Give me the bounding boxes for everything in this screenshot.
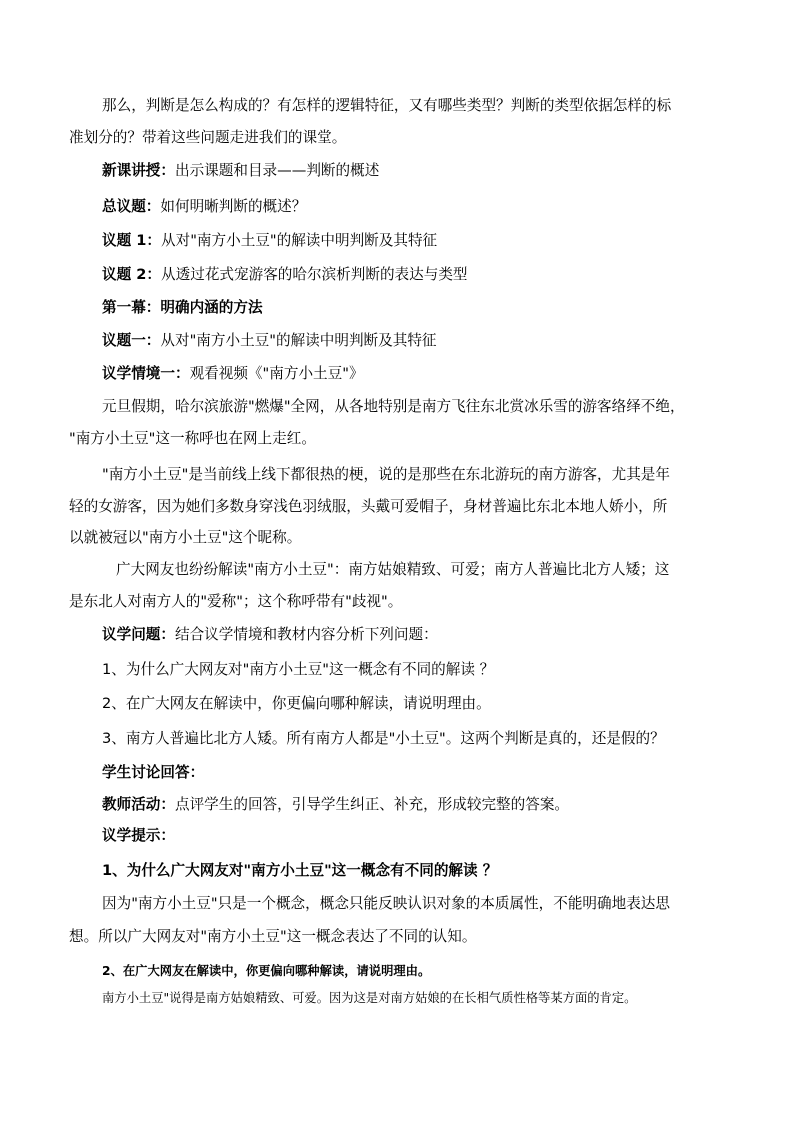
new-lesson-line (102, 161, 379, 181)
situation-line (102, 364, 364, 384)
story-2-line-1: "南方小土豆"是当前线上线下都很热的梗，说的是那些在东北游玩的南方游客，尤其是年 (102, 466, 670, 483)
situation-label: 议学情境一： (102, 365, 190, 382)
story-1-line-2: "南方小土豆"这一称呼也在网上走红。 (69, 430, 316, 447)
teacher-activity-line (102, 795, 569, 815)
answer-2-title: 2、在广大网友在解读中，你更偏向哪种解读，请说明理由。 (102, 964, 431, 978)
story-1-line-1: 元旦假期，哈尔滨旅游"燃爆"全网，从各地特别是南方飞往东北赏冰乐雪的游客络绎不绝， (102, 398, 685, 415)
topic-one-label: 议题一： (102, 332, 161, 349)
act-one-heading: 第一幕：明确内涵的方法 (102, 299, 263, 316)
topic-one-line (102, 331, 437, 351)
main-topic-line (102, 197, 306, 217)
story-3-line-2: 是东北人对南方人的"爱称"；这个称呼带有"歧视"。 (69, 593, 403, 610)
question-1: 1、为什么广大网友对"南方小土豆"这一概念有不同的解读 ？ (102, 661, 495, 678)
question-label: 议学问题： (102, 626, 175, 643)
teacher-activity-text: 点评学生的回答，引导学生纠正、补充，形成较完整的答案。 (174, 796, 570, 813)
topic-2-label: 议题 2： (102, 266, 162, 283)
situation-text: 观看视频《"南方小土豆"》 (189, 365, 364, 382)
intro-paragraph-line-2: 准划分的？带着这些问题走进我们的课堂。 (69, 129, 347, 146)
new-lesson-label: 新课讲授： (102, 162, 175, 179)
story-2-line-2: 轻的女游客，因为她们多数身穿浅色羽绒服，头戴可爱帽子，身材普遍比东北本地人娇小，所 (69, 498, 668, 515)
story-2-line-3: 以就被冠以"南方小土豆"这个昵称。 (69, 529, 302, 546)
topic-2-line (102, 265, 468, 285)
topic-1-line (102, 231, 437, 251)
main-topic-text: 如何明晰判断的概述？ (160, 198, 307, 215)
question-text: 结合议学情境和教材内容分析下列问题： (174, 626, 438, 643)
teacher-activity-label: 教师活动： (102, 796, 175, 813)
new-lesson-text: 出示课题和目录——判断的概述 (174, 162, 380, 179)
student-discussion-label: 学生讨论回答： (102, 764, 205, 781)
answer-1-line-1: 因为"南方小土豆"只是一个概念，概念只能反映认识对象的本质属性，不能明确地表达思 (102, 895, 670, 912)
hint-label: 议学提示： (102, 827, 175, 844)
topic-1-text: 从对"南方小土豆"的解读中明判断及其特征 (161, 232, 438, 249)
answer-1-title: 1、为什么广大网友对"南方小土豆"这一概念有不同的解读 ？ (102, 862, 498, 879)
question-line (102, 625, 438, 645)
main-topic-label: 总议题： (102, 198, 161, 215)
topic-1-label: 议题 1： (102, 232, 162, 249)
question-2: 2、在广大网友在解读中，你更偏向哪种解读，请说明理由。 (102, 695, 491, 712)
question-3: 3、南方人普遍比北方人矮。所有南方人都是"小土豆"。这两个判断是真的，还是假的？ (102, 730, 665, 747)
intro-paragraph-line-1: 那么，判断是怎么构成的？有怎样的逻辑特征，又有哪些类型？判断的类型依据怎样的标 (102, 97, 672, 114)
topic-one-text: 从对"南方小土豆"的解读中明判断及其特征 (160, 332, 437, 349)
topic-2-text: 从透过花式宠游客的哈尔滨析判断的表达与类型 (161, 266, 468, 283)
story-3-line-1: 广大网友也纷纷解读"南方小土豆"：南方姑娘精致、可爱；南方人普遍比北方人矮；这 (116, 561, 670, 578)
answer-2-line-1: 南方小土豆"说得是南方姑娘精致、可爱。因为这是对南方姑娘的在长相气质性格等某方面的肯定。 (102, 991, 637, 1005)
answer-1-line-2: 想。所以广大网友对"南方小土豆"这一概念表达了不同的认知。 (69, 928, 477, 945)
